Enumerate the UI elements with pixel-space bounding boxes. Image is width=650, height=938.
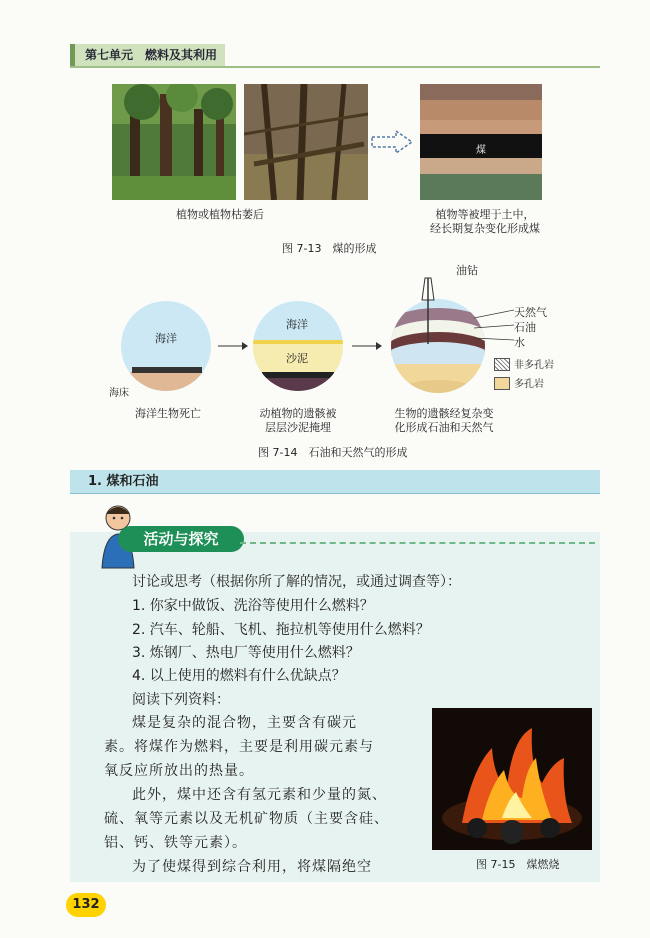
c2-sand-label: 沙泥 [286, 352, 308, 365]
para1-line3: 氧反应所放出的热量。 [104, 763, 254, 779]
c2-ocean-label: 海洋 [286, 318, 308, 331]
sediment-burial-circle [252, 300, 344, 392]
legend-porous: 多孔岩 [514, 379, 544, 390]
activity-intro: 讨论或思考（根据你所了解的情况，或通过调查等）： [132, 574, 461, 590]
arrow-right-icon [218, 340, 248, 352]
para2-line3: 铝、钙、铁等元素）。 [104, 835, 247, 851]
porous-swatch [494, 377, 510, 390]
para2-line2: 硫、氧等元素以及无机矿物质（主要含硅、 [104, 811, 389, 827]
rig-label: 油钻 [456, 264, 478, 277]
burning-coal-image [432, 708, 592, 850]
question-3: 3. 炼钢厂、热电厂等使用什么燃料？ [132, 645, 360, 661]
read-prompt: 阅读下列资料： [132, 692, 230, 708]
nonporous-swatch [494, 358, 510, 371]
c1-ocean-label: 海洋 [155, 332, 177, 345]
fig15-caption: 图 7-15 煤燃烧 [476, 858, 560, 871]
unit-title: 第七单元 燃料及其利用 [70, 44, 225, 66]
c1-caption: 海洋生物死亡 [135, 407, 201, 420]
c3-caption-2: 化形成石油和天然气 [394, 421, 494, 434]
fig13-right-caption-1: 植物等被埋于土中， [435, 208, 535, 221]
gas-label: 天然气 [514, 306, 547, 319]
para3-line1: 为了使煤得到综合利用，将煤隔绝空 [132, 859, 372, 875]
activity-label: 活动与探究 [118, 526, 244, 552]
coal-label: 煤 [476, 145, 486, 156]
section-title: 1. 煤和石油 [70, 470, 600, 494]
dead-trees-image [244, 84, 368, 200]
c3-caption-1: 生物的遗骸经复杂变 [394, 407, 494, 420]
water-label: 水 [514, 336, 525, 349]
c2-caption-2: 层层沙泥掩埋 [265, 421, 331, 434]
page-number: 132 [66, 893, 106, 917]
c2-caption-1: 动植物的遗骸被 [259, 407, 337, 420]
para1-line2: 素。将煤作为燃料，主要是利用碳元素与 [104, 739, 374, 755]
oil-label: 石油 [514, 321, 536, 334]
arrow-right-icon [352, 340, 382, 352]
question-2: 2. 汽车、轮船、飞机、拖拉机等使用什么燃料？ [132, 622, 430, 638]
ocean-death-circle [120, 300, 212, 392]
label-leader-lines [474, 308, 516, 344]
activity-divider [240, 542, 595, 544]
para2-line1: 此外，煤中还含有氢元素和少量的氮、 [132, 787, 387, 803]
arrow-right-icon [370, 130, 414, 154]
forest-image [112, 84, 236, 200]
question-4: 4. 以上使用的燃料有什么优缺点？ [132, 668, 346, 684]
fig13-right-caption-2: 经长期复杂变化形成煤 [430, 222, 540, 235]
question-1: 1. 你家中做饭、洗浴等使用什么燃料？ [132, 598, 374, 614]
fig13-title: 图 7-13 煤的形成 [282, 242, 377, 255]
fig14-title: 图 7-14 石油和天然气的形成 [258, 446, 408, 459]
para1-line1: 煤是复杂的混合物，主要含有碳元 [132, 715, 357, 731]
c1-seabed-label: 海床 [109, 388, 129, 399]
fig13-left-caption: 植物或植物枯萎后 [176, 208, 264, 221]
legend-nonporous: 非多孔岩 [514, 360, 554, 371]
